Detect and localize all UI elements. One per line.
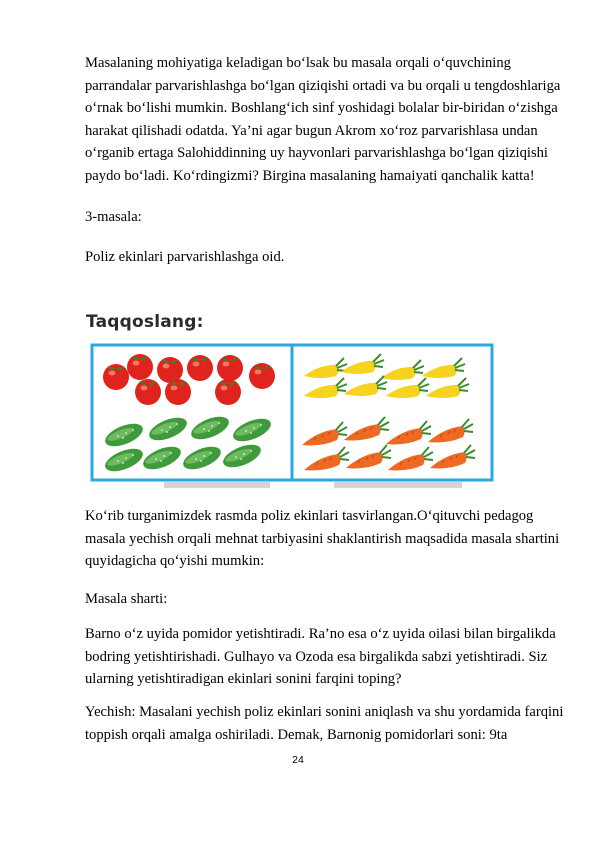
condition-heading (85, 588, 525, 611)
text-line: Masalaning mohiyatiga keladigan bo‘lsak bu masala orqali o‘quvchining (85, 55, 511, 71)
tomato-icon (135, 379, 161, 405)
text-line: ularning yetishtiradigan ekinlari sonini farqini toping? (85, 671, 402, 687)
text-line: bodring yetishtirishadi. Gulhayo va Ozoda esa birgalikda sabzi yetishtiradi. Siz (85, 648, 548, 665)
problem-subtitle (85, 246, 525, 269)
text-line: Masala sharti: (85, 591, 168, 607)
tomato-icon (103, 364, 129, 390)
text-line: Poliz ekinlari parvarishlashga oid. (85, 249, 285, 265)
text-line: harakat qilishadi odatda. Ya’ni agar bugun Akrom xo‘roz parvarishlasa undan (85, 122, 538, 139)
tomato-icon (187, 355, 213, 381)
vegetables-figure (84, 312, 496, 488)
problem-heading (85, 206, 525, 229)
tomato-icon (127, 354, 153, 380)
text-line: 3-masala: (85, 209, 142, 225)
tomato-icon (217, 355, 243, 381)
text-line: o‘rnak bo‘lishi mumkin. Boshlang‘ich sinf yoshidagi bolalar bir-biridan o‘zishga (85, 100, 558, 116)
tomato-icon (215, 379, 241, 405)
paragraph-intro (85, 52, 561, 187)
tomato-icon (249, 363, 275, 389)
text-line: quyidagicha qo‘yishi mumkin: (85, 553, 265, 569)
text-line: Yechish: Masalani yechish poliz ekinlari sonini aniqlash va shu yordamida farqini (85, 704, 564, 720)
text-line: o‘rganib ertaga Salohiddinning uy hayvonlari parvarishlashga bo‘lgan qiziqishi (85, 145, 548, 161)
text-line: Ko‘rib turganimizdek rasmda poliz ekinlari tasvirlangan.O‘qituvchi pedagog (85, 508, 534, 524)
page-number: 24 (292, 754, 304, 766)
text-line: masala yechish orqali mehnat tarbiyasini shaklantirish maqsadida masala shartini (85, 530, 560, 547)
text-line: Barno o‘z uyida pomidor yetishtiradi. Ra’no esa o‘z uyida oilasi bilan birgalikda (85, 626, 556, 642)
text-line: toppish orqali amalga oshiriladi. Demak, Barnonig pomidorlari soni: 9ta (85, 726, 508, 743)
text-line: paydo bo‘ladi. Ko‘rdingizmi? Birgina masalaning hamaiyati qanchalik katta! (85, 167, 535, 184)
vegetables-illustration (84, 312, 496, 488)
tomato-icon (165, 379, 191, 405)
paragraph-solution (85, 701, 564, 746)
text-line: parrandalar parvarishlashga bo‘lgan qiziqishi ortadi va bu orqali u tengdoshlariga (85, 77, 561, 94)
paragraph-description (85, 505, 560, 573)
figure-title: Taqqoslang: (86, 312, 204, 332)
paragraph-condition (85, 623, 556, 691)
